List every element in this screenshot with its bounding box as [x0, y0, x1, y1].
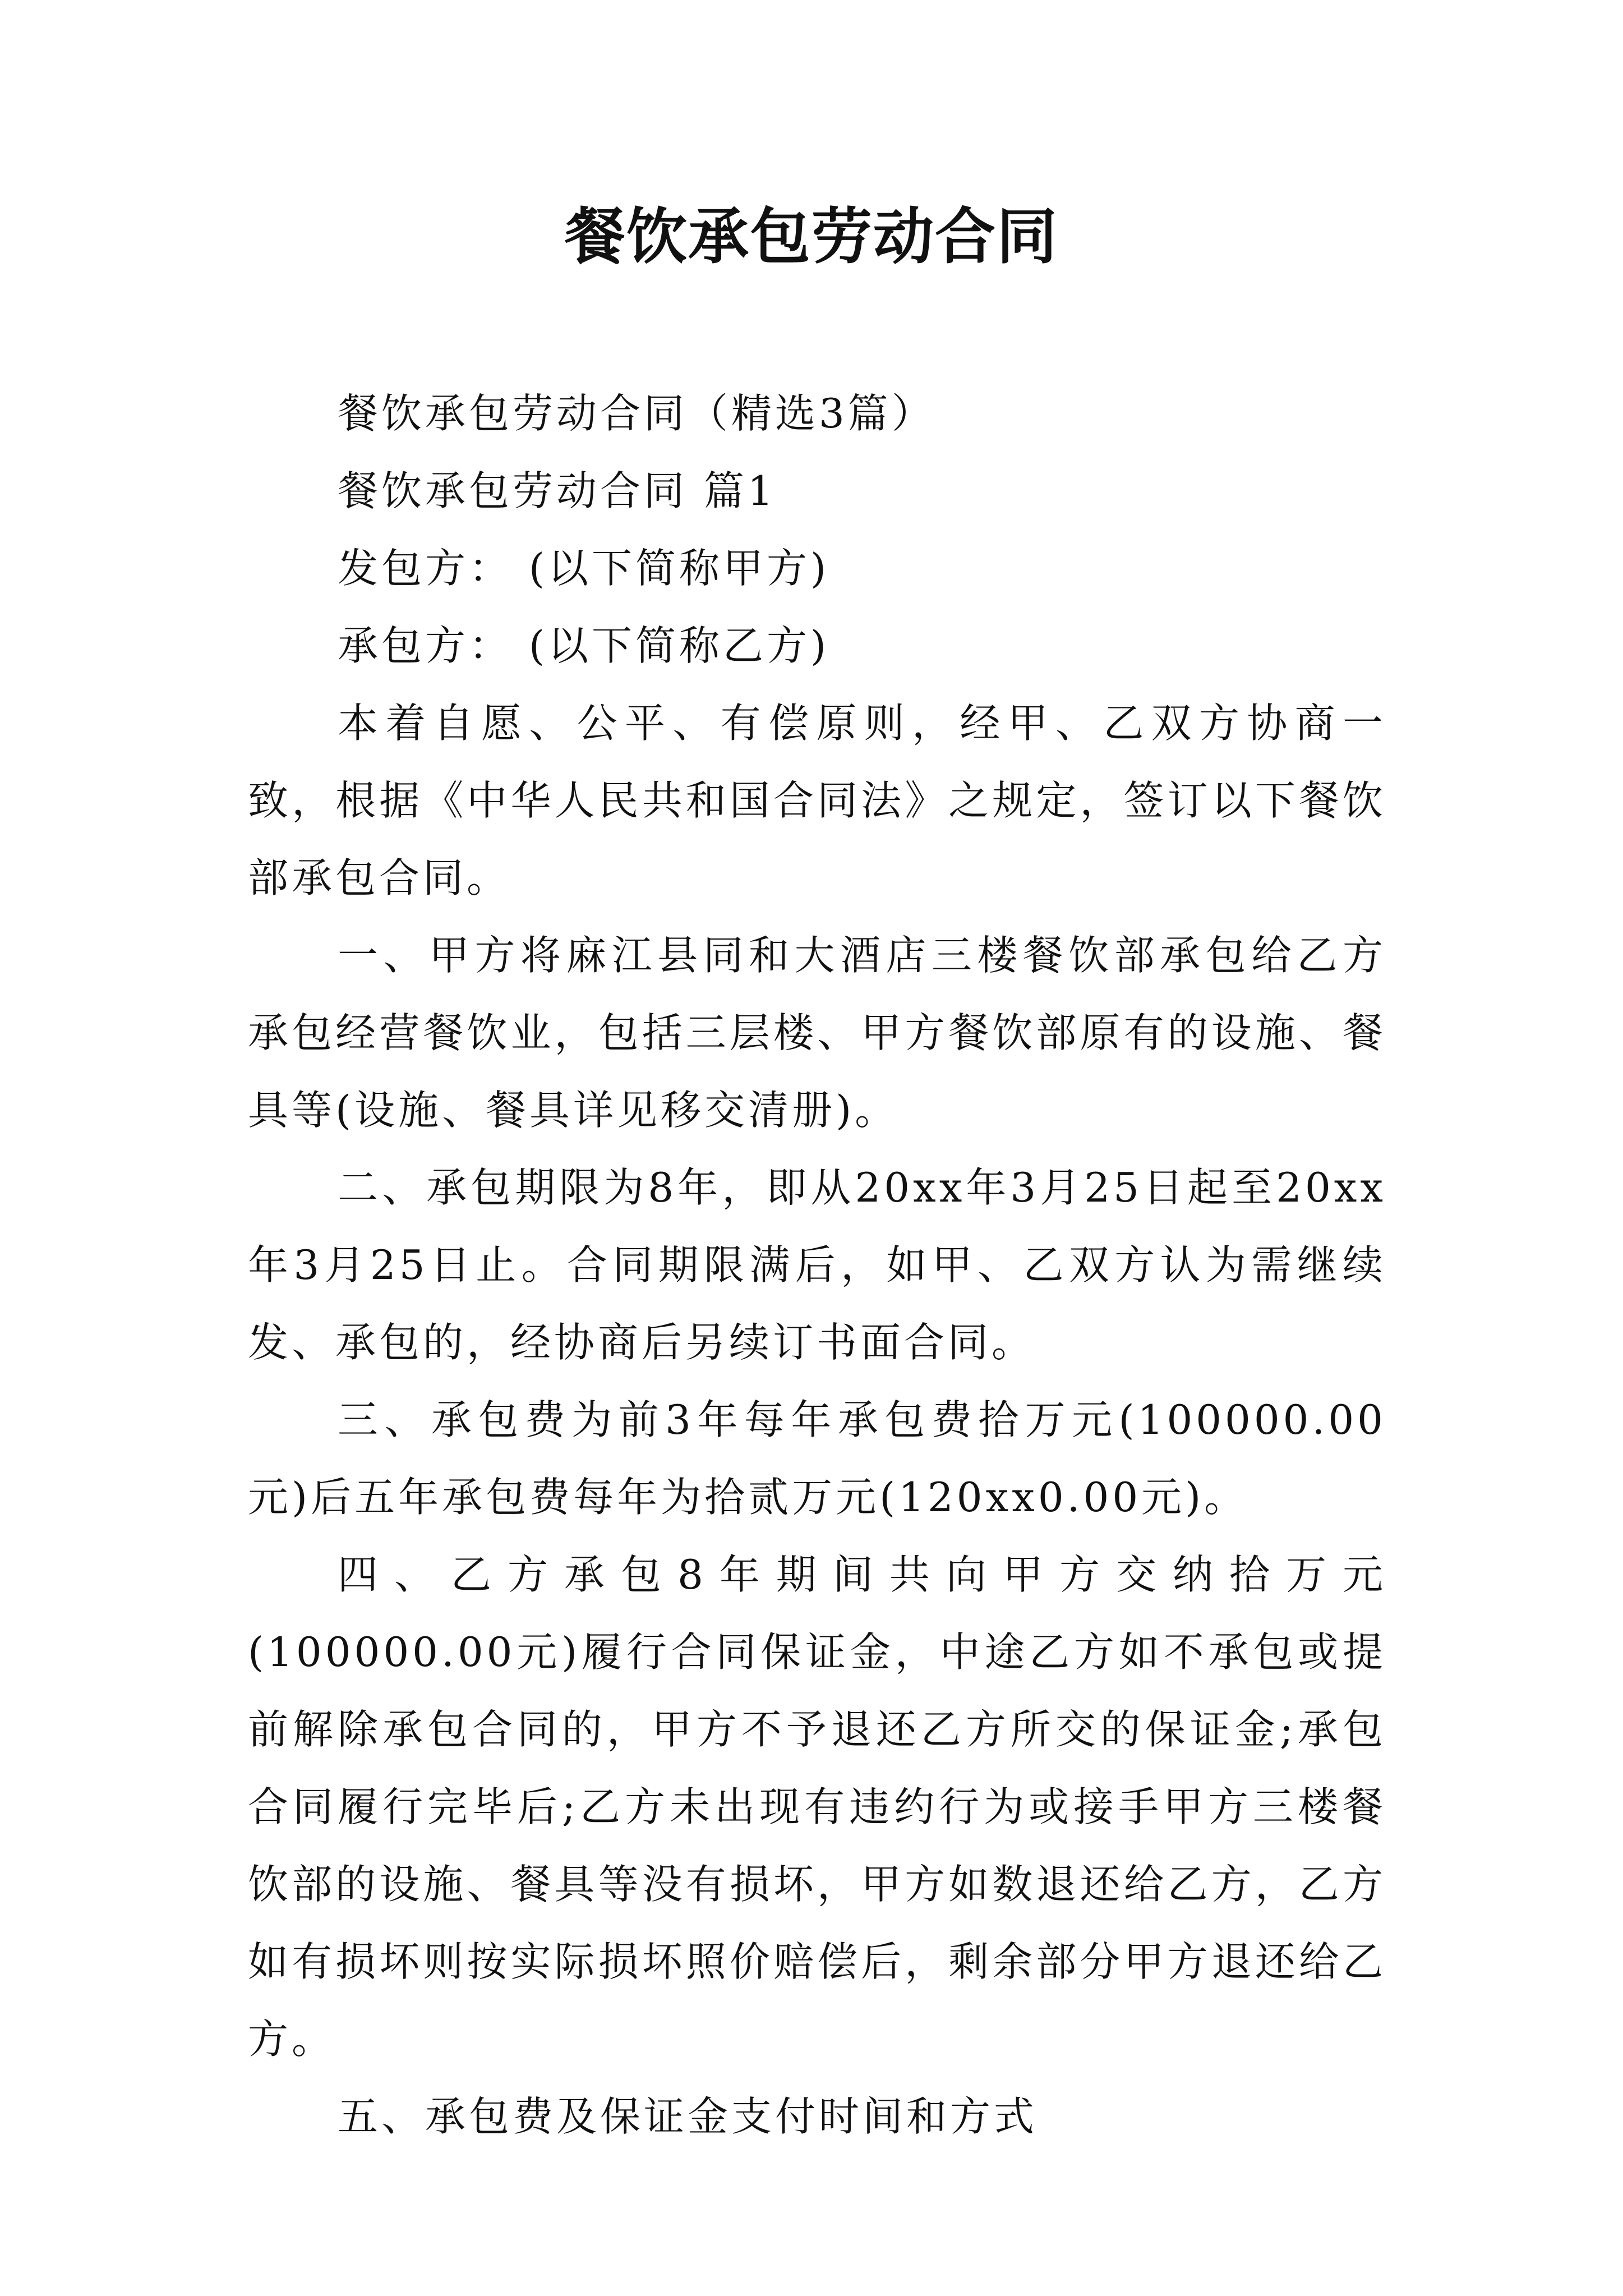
paragraph-section-heading: 餐饮承包劳动合同 篇1	[338, 467, 777, 514]
document-body	[248, 375, 1386, 2155]
paragraph-subtitle: 餐饮承包劳动合同（精选3篇）	[338, 390, 935, 437]
paragraph-clause-1: 一、甲方将麻江县同和大酒店三楼餐饮部承包给乙方承包经营餐饮业，包括三层楼、甲方餐饮部原有的设施、餐具等(设施、餐具详见移交清册)。	[248, 932, 1386, 1134]
paragraph-clause-2: 二、承包期限为8年，即从20xx年3月25日起至20xx年3月25日止。合同期限满后，如甲、乙双方认为需继续发、承包的，经协商后另续订书面合同。	[248, 1164, 1386, 1366]
document-title: 餐饮承包劳动合同	[564, 201, 1058, 272]
paragraph-clause-4: 四、乙方承包8年期间共向甲方交纳拾万元(100000.00元)履行合同保证金，中途乙方如不承包或提前解除承包合同的，甲方不予退还乙方所交的保证金;承包合同履行完毕后;乙方未出现有违约行为或接手甲方三楼餐饮部的设施、餐具等没有损坏，甲方如数退还给乙方，乙方如有损坏则按实际损坏照价赔偿后，剩余部分甲方退还给乙方。	[248, 1551, 1386, 2063]
paragraph-party-b: 承包方： (以下简称乙方)	[338, 622, 830, 669]
paragraph-preamble: 本着自愿、公平、有偿原则，经甲、乙双方协商一致，根据《中华人民共和国合同法》之规定，签订以下餐饮部承包合同。	[248, 700, 1386, 901]
paragraph-clause-5: 五、承包费及保证金支付时间和方式	[338, 2093, 1038, 2140]
paragraph-party-a: 发包方： (以下简称甲方)	[338, 545, 830, 592]
paragraph-clause-3: 三、承包费为前3年每年承包费拾万元(100000.00元)后五年承包费每年为拾贰万元(120xx0.00元)。	[248, 1396, 1386, 1521]
